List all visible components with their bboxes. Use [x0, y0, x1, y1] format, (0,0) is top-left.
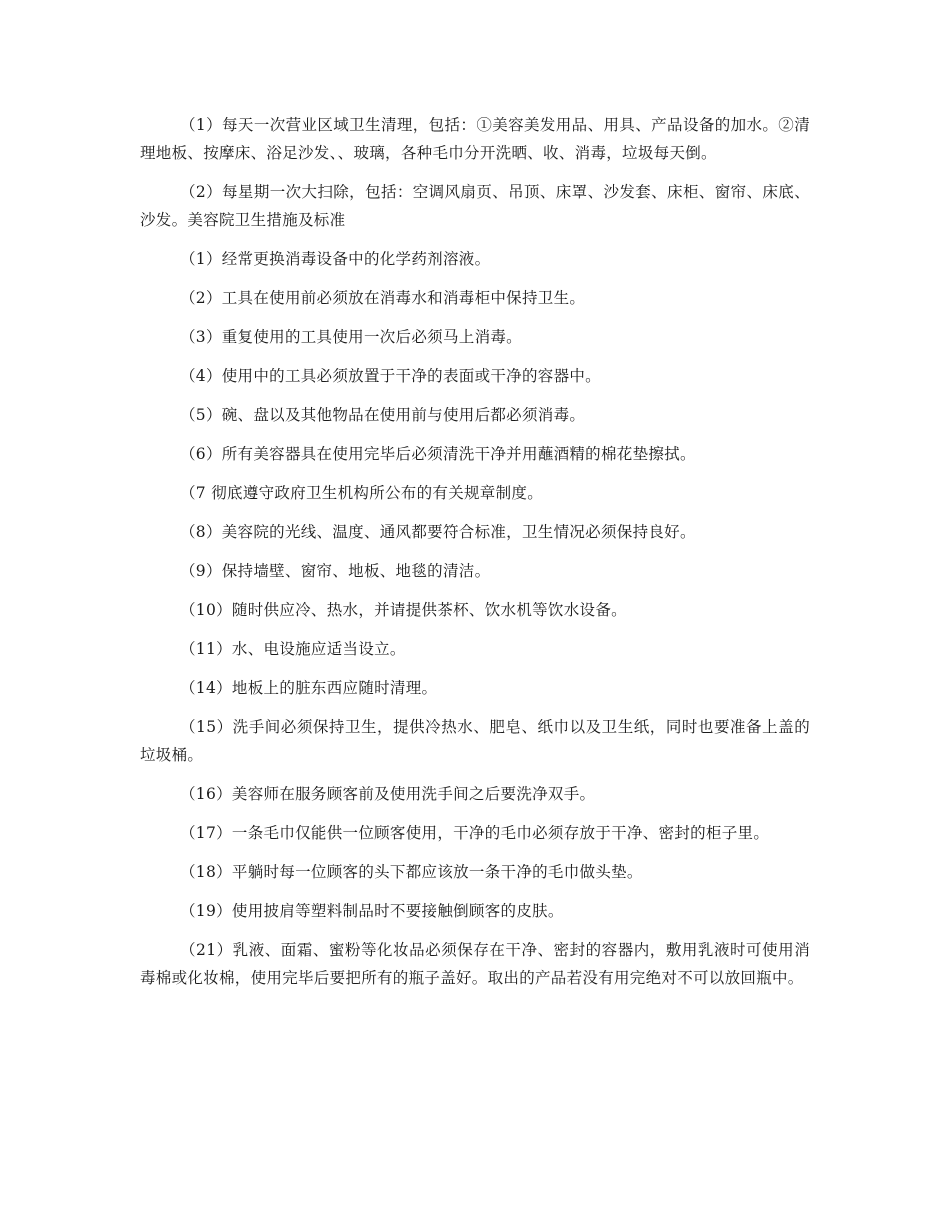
document-page	[140, 111, 810, 1003]
paragraph-standard-5: （5）碗、盘以及其他物品在使用前与使用后都必须消毒。	[180, 406, 586, 424]
paragraph-standard-2: （2）工具在使用前必须放在消毒水和消毒柜中保持卫生。	[180, 289, 586, 307]
paragraph-standard-6: （6）所有美容器具在使用完毕后必须清洗干净并用蘸酒精的棉花垫擦拭。	[180, 445, 696, 463]
paragraph-standard-19: （19）使用披肩等塑料制品时不要接触倒顾客的皮肤。	[180, 902, 564, 920]
paragraph-standard-17: （17）一条毛巾仅能供一位顾客使用，干净的毛巾必须存放于干净、密封的柜子里。	[180, 824, 770, 842]
paragraph-standard-18: （18）平躺时每一位顾客的头下都应该放一条干净的毛巾做头垫。	[180, 863, 643, 881]
paragraph-standard-1: （1）经常更换消毒设备中的化学药剂溶液。	[180, 250, 491, 268]
paragraph-standard-14: （14）地板上的脏东西应随时清理。	[180, 679, 438, 697]
paragraph-standard-4: （4）使用中的工具必须放置于干净的表面或干净的容器中。	[180, 367, 601, 385]
paragraph-standard-9: （9）保持墙壁、窗帘、地板、地毯的清洁。	[180, 562, 491, 580]
paragraph-standard-16: （16）美容师在服务顾客前及使用洗手间之后要洗净双手。	[180, 785, 596, 803]
paragraph-standard-21: （21）乳液、面霜、蜜粉等化妆品必须保存在干净、密封的容器内，敷用乳液时可使用消毒棉或化妆棉，使用完毕后要把所有的瓶子盖好。取出的产品若没有用完绝对不可以放回瓶中。	[140, 941, 810, 987]
paragraph-standard-10: （10）随时供应冷、热水，并请提供茶杯、饮水机等饮水设备。	[180, 601, 627, 619]
paragraph-standard-11: （11）水、电设施应适当设立。	[180, 640, 406, 658]
paragraph-standard-7: （7 彻底遵守政府卫生机构所公布的有关规章制度。	[180, 484, 543, 502]
paragraph-standard-8: （8）美容院的光线、温度、通风都要符合标准，卫生情况必须保持良好。	[180, 523, 696, 541]
paragraph-daily-cleaning: （1）每天一次营业区域卫生清理，包括：①美容美发用品、用具、产品设备的加水。②清理地板、按摩床、浴足沙发、、玻璃，各种毛巾分开洗晒、收、消毒，垃圾每天倒。	[140, 116, 810, 162]
paragraph-standard-15: （15）洗手间必须保持卫生，提供冷热水、肥皂、纸巾以及卫生纸，同时也要准备上盖的垃圾桶。	[140, 718, 810, 764]
paragraph-standard-3: （3）重复使用的工具使用一次后必须马上消毒。	[180, 328, 522, 346]
paragraph-weekly-cleaning: （2）每星期一次大扫除，包括：空调风扇页、吊顶、床罩、沙发套、床柜、窗帘、床底、沙发。美容院卫生措施及标准	[140, 183, 810, 229]
